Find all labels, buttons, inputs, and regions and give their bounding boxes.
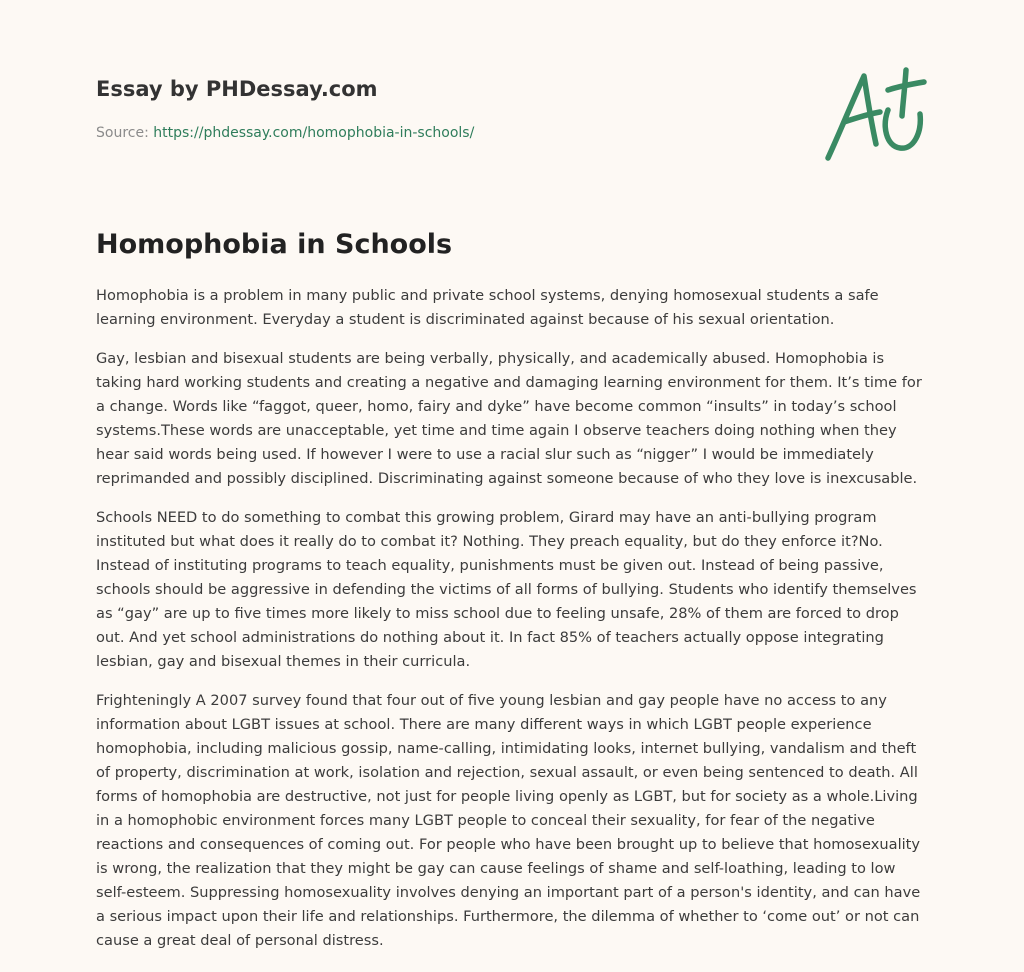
- source-link[interactable]: https://phdessay.com/homophobia-in-schools/: [153, 125, 475, 141]
- essay-title: Homophobia in Schools: [96, 229, 453, 260]
- essay-paragraph: Gay, lesbian and bisexual students are being verbally, physically, and academically abused. Homophobia is taking hard working students and creating a negative and damaging learning environment for them. It’s time for a change. Words like “faggot, queer, homo, fairy and dyke” have become common “insults” in today’s school systems.These words are unacceptable, yet time and time again I observe teachers doing nothing when they hear said words being used. If however I were to use a racial slur such as “nigger” I would be immediately reprimanded and possibly disciplined. Discriminating against someone because of who they love is inexcusable.: [96, 350, 922, 487]
- essay-paragraph: Homophobia is a problem in many public and private school systems, denying homosexual students a safe learning environment. Everyday a student is discriminated against because of his sexual orientation.: [96, 287, 879, 328]
- essay-paragraph: Schools NEED to do something to combat this growing problem, Girard may have an anti-bullying program instituted but what does it really do to combat it? Nothing. They preach equality, but do they enforce it?No. Instead of instituting programs to teach equality, punishments must be given out. Instead of being passive, schools should be aggressive in defending the victims of all forms of bullying. Students who identify themselves as “gay” are up to five times more likely to miss school due to feeling unsafe, 28% of them are forced to drop out. And yet school administrations do nothing about it. In fact 85% of teachers actually oppose integrating lesbian, gay and bisexual themes in their curricula.: [96, 509, 917, 670]
- essay-header: [96, 74, 796, 143]
- source-line: [96, 123, 796, 143]
- essay-paragraph: Frighteningly A 2007 survey found that four out of five young lesbian and gay people have no access to any information about LGBT issues at school. There are many different ways in which LGBT people experience homophobia, including malicious gossip, name-calling, intimidating looks, internet bullying, vandalism and theft of property, discrimination at work, isolation and rejection, sexual assault, or even being sentenced to death. All forms of homophobia are destructive, not just for people living openly as LGBT, but for society as a whole.Living in a homophobic environment forces many LGBT people to conceal their sexuality, for fear of the negative reactions and consequences of coming out. For people who have been brought up to believe that homosexuality is wrong, the realization that they might be gay can cause feelings of shame and self-loathing, leading to low self-esteem. Suppressing homosexuality involves denying an important part of a person's identity, and can have a serious impact upon their life and relationships. Furthermore, the dilemma of whether to ‘come out’ or not can cause a great deal of personal distress.: [96, 692, 921, 949]
- site-brand: Essay by PHDessay.com: [96, 77, 378, 101]
- essay-body: [96, 284, 928, 968]
- a-plus-grade-icon: [818, 62, 930, 166]
- source-label: Source:: [96, 125, 154, 141]
